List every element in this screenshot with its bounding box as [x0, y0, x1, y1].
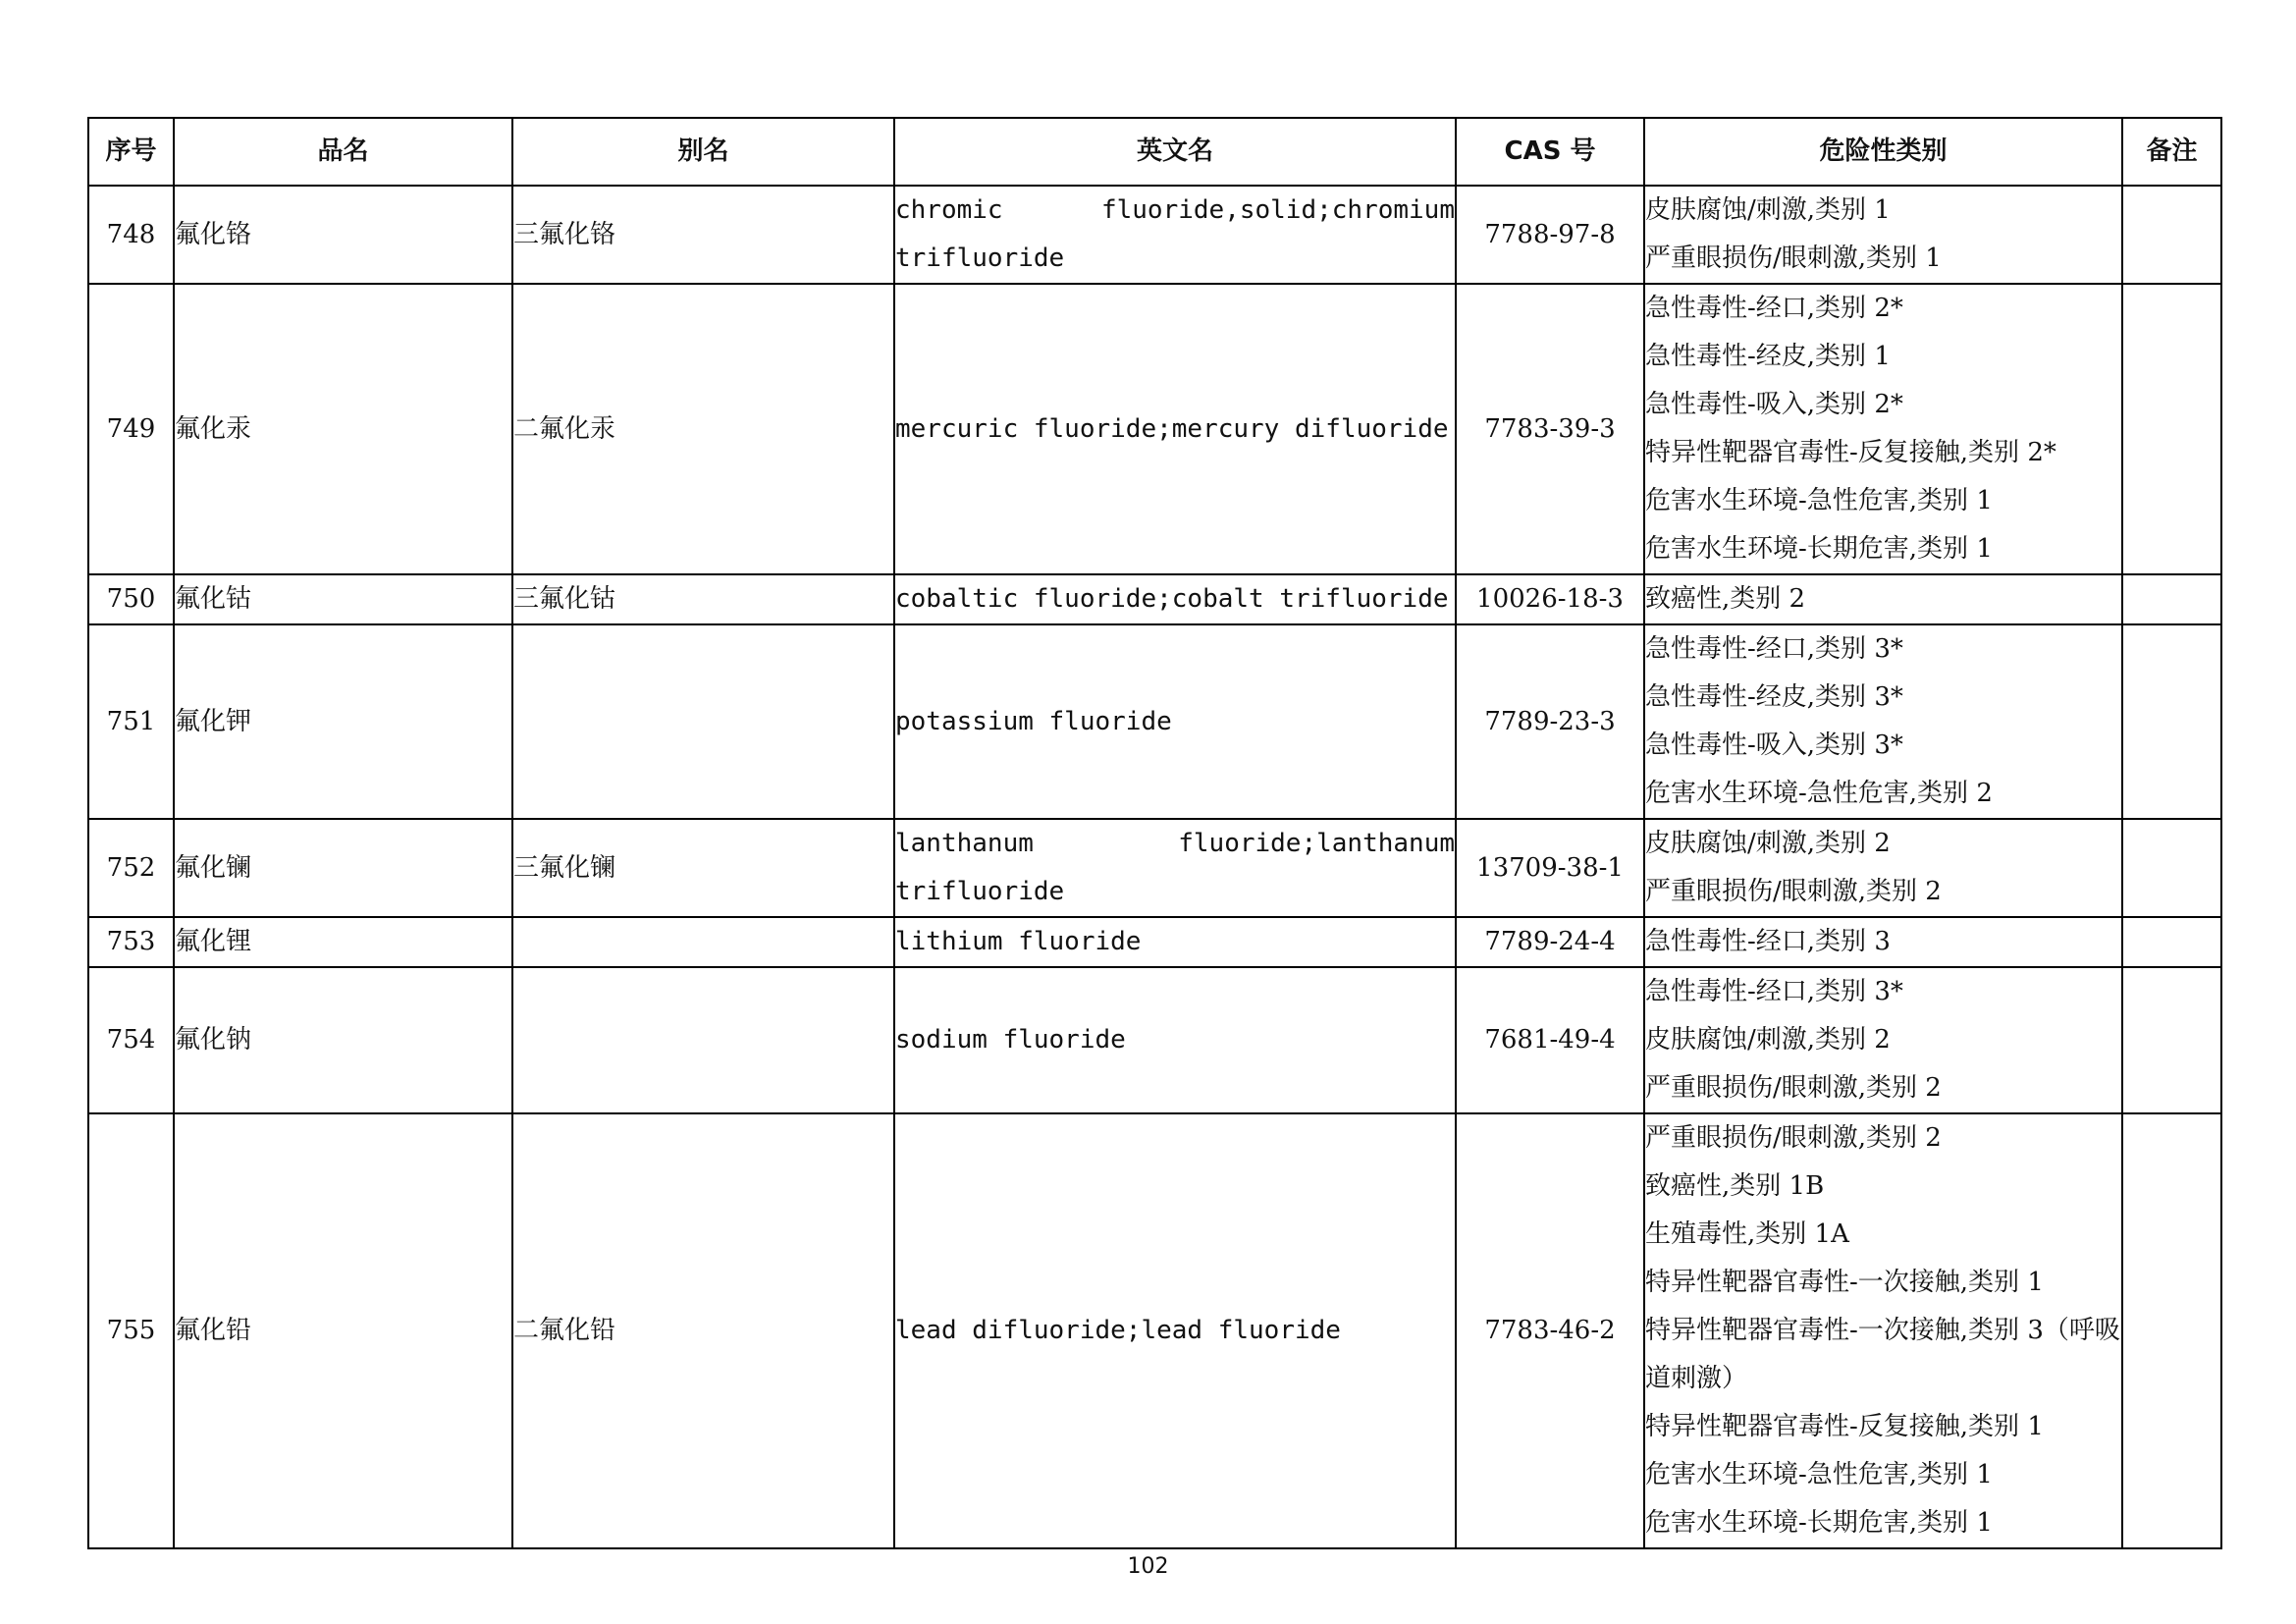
remark [2122, 186, 2221, 284]
hazard-class-item: 致癌性,类别 1B [1645, 1171, 1825, 1201]
header-hazard-class: 危险性类别 [1644, 118, 2122, 186]
alias-name: 三氟化铬 [512, 186, 894, 284]
table-row [88, 967, 2221, 1113]
remark [2122, 1113, 2221, 1548]
cas-number: 7789-24-4 [1456, 917, 1644, 967]
remark [2122, 624, 2221, 819]
table-row [88, 917, 2221, 967]
header-cas: CAS 号 [1456, 118, 1644, 186]
product-name: 氟化铅 [174, 1113, 512, 1548]
product-name: 氟化锂 [174, 917, 512, 967]
hazard-class-item: 特异性靶器官毒性-一次接触,类别 3（呼吸道刺激） [1645, 1316, 2120, 1393]
cas-number: 13709-38-1 [1456, 819, 1644, 917]
hazard-class-item: 急性毒性-经皮,类别 1 [1645, 342, 1891, 371]
row-number: 753 [88, 917, 174, 967]
table-row [88, 186, 2221, 284]
hazard-class-item: 致癌性,类别 2 [1645, 584, 1806, 614]
english-name: lanthanum fluoride;lanthanum trifluoride [894, 819, 1456, 917]
product-name: 氟化汞 [174, 284, 512, 574]
table-row [88, 574, 2221, 624]
hazard-class-item: 严重眼损伤/眼刺激,类别 2 [1645, 877, 1942, 906]
row-number: 751 [88, 624, 174, 819]
hazard-classes [1644, 1113, 2122, 1548]
row-number: 752 [88, 819, 174, 917]
hazard-classes [1644, 284, 2122, 574]
hazard-class-item: 皮肤腐蚀/刺激,类别 1 [1645, 195, 1891, 225]
english-name: chromic fluoride,solid;chromium trifluoride [894, 186, 1456, 284]
product-name: 氟化钾 [174, 624, 512, 819]
product-name: 氟化镧 [174, 819, 512, 917]
header-row [88, 118, 2221, 186]
table-row [88, 624, 2221, 819]
row-number: 755 [88, 1113, 174, 1548]
hazard-class-item: 急性毒性-经口,类别 2* [1645, 294, 1903, 323]
remark [2122, 284, 2221, 574]
hazard-class-item: 危害水生环境-长期危害,类别 1 [1645, 534, 1993, 564]
hazard-class-item: 急性毒性-经口,类别 3 [1645, 927, 1891, 956]
row-number: 749 [88, 284, 174, 574]
cas-number: 7789-23-3 [1456, 624, 1644, 819]
hazard-classes [1644, 186, 2122, 284]
cas-number: 7788-97-8 [1456, 186, 1644, 284]
english-name: lead difluoride;lead fluoride [894, 1113, 1456, 1548]
remark [2122, 917, 2221, 967]
alias-name: 三氟化镧 [512, 819, 894, 917]
row-number: 754 [88, 967, 174, 1113]
hazard-class-item: 急性毒性-经皮,类别 3* [1645, 682, 1903, 712]
product-name: 氟化铬 [174, 186, 512, 284]
row-number: 748 [88, 186, 174, 284]
table-body [88, 186, 2221, 1548]
table-row [88, 819, 2221, 917]
alias-name: 三氟化钴 [512, 574, 894, 624]
hazard-classes [1644, 917, 2122, 967]
hazard-class-item: 生殖毒性,类别 1A [1645, 1219, 1849, 1249]
alias-name: 二氟化铅 [512, 1113, 894, 1548]
header-alias: 别名 [512, 118, 894, 186]
cas-number: 7681-49-4 [1456, 967, 1644, 1113]
header-name: 品名 [174, 118, 512, 186]
remark [2122, 574, 2221, 624]
english-name: cobaltic fluoride;cobalt trifluoride [894, 574, 1456, 624]
remark [2122, 819, 2221, 917]
english-name: potassium fluoride [894, 624, 1456, 819]
hazard-class-item: 特异性靶器官毒性-一次接触,类别 1 [1645, 1268, 2044, 1297]
hazard-class-item: 急性毒性-吸入,类别 2* [1645, 390, 1903, 419]
row-number: 750 [88, 574, 174, 624]
hazard-class-item: 特异性靶器官毒性-反复接触,类别 2* [1645, 438, 2056, 467]
hazard-class-item: 特异性靶器官毒性-反复接触,类别 1 [1645, 1412, 2044, 1441]
hazard-class-item: 危害水生环境-急性危害,类别 1 [1645, 1460, 1993, 1489]
alias-name [512, 967, 894, 1113]
header-no: 序号 [88, 118, 174, 186]
table-row [88, 284, 2221, 574]
hazard-class-item: 危害水生环境-急性危害,类别 1 [1645, 486, 1993, 515]
hazard-class-item: 危害水生环境-急性危害,类别 2 [1645, 779, 1993, 808]
alias-name [512, 917, 894, 967]
product-name: 氟化钠 [174, 967, 512, 1113]
hazard-class-item: 急性毒性-经口,类别 3* [1645, 977, 1903, 1006]
table-header [88, 118, 2221, 186]
english-name: lithium fluoride [894, 917, 1456, 967]
hazard-class-item: 急性毒性-经口,类别 3* [1645, 634, 1903, 664]
hazard-classes [1644, 819, 2122, 917]
header-english-name: 英文名 [894, 118, 1456, 186]
product-name: 氟化钴 [174, 574, 512, 624]
alias-name: 二氟化汞 [512, 284, 894, 574]
english-name: sodium fluoride [894, 967, 1456, 1113]
page-number: 102 [1127, 1554, 1169, 1579]
hazard-class-item: 皮肤腐蚀/刺激,类别 2 [1645, 829, 1891, 858]
cas-number: 10026-18-3 [1456, 574, 1644, 624]
english-name: mercuric fluoride;mercury difluoride [894, 284, 1456, 574]
hazard-classes [1644, 624, 2122, 819]
cas-number: 7783-39-3 [1456, 284, 1644, 574]
hazard-classes [1644, 574, 2122, 624]
hazard-class-item: 严重眼损伤/眼刺激,类别 2 [1645, 1073, 1942, 1103]
cas-number: 7783-46-2 [1456, 1113, 1644, 1548]
hazard-classes [1644, 967, 2122, 1113]
hazard-class-item: 急性毒性-吸入,类别 3* [1645, 731, 1903, 760]
remark [2122, 967, 2221, 1113]
header-remark: 备注 [2122, 118, 2221, 186]
hazard-class-item: 皮肤腐蚀/刺激,类别 2 [1645, 1025, 1891, 1055]
hazardous-chemicals-table [87, 117, 2222, 1549]
hazard-class-item: 严重眼损伤/眼刺激,类别 2 [1645, 1123, 1942, 1153]
hazard-class-item: 严重眼损伤/眼刺激,类别 1 [1645, 244, 1942, 273]
table-row [88, 1113, 2221, 1548]
alias-name [512, 624, 894, 819]
hazard-class-item: 危害水生环境-长期危害,类别 1 [1645, 1508, 1993, 1538]
